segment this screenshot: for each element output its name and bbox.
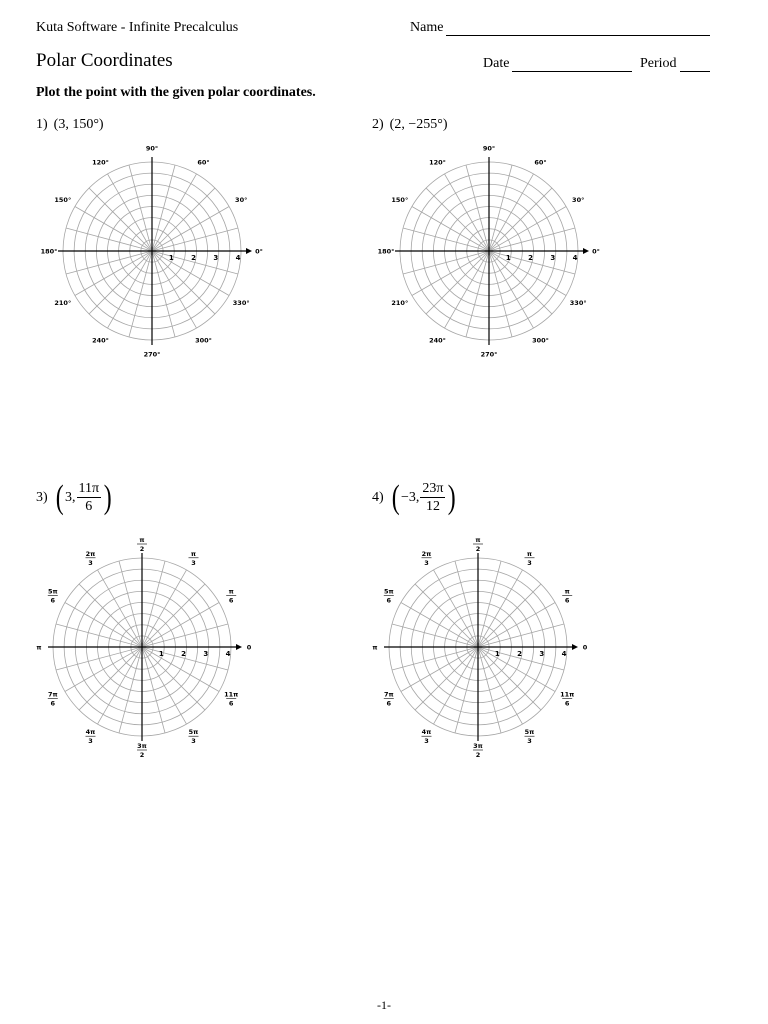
angle-label-numerator: π — [564, 587, 570, 596]
grid-ray — [401, 647, 478, 692]
angle-label-denominator: 3 — [191, 737, 196, 746]
radius-tick-label: 2 — [191, 254, 196, 262]
angle-label: 240° — [429, 336, 446, 345]
angle-label-denominator: 3 — [527, 558, 532, 567]
problem-number: 2) — [372, 117, 384, 132]
radius-tick-label: 3 — [550, 254, 556, 262]
angle-label-numerator: 11π — [224, 690, 239, 699]
grid-ray — [415, 647, 478, 710]
grid-ray — [434, 647, 479, 724]
problem-coordinate: (3, 150°) — [53, 117, 104, 132]
page-number: -1- — [377, 998, 391, 1012]
radius-tick-label: 1 — [158, 650, 164, 658]
grid-ray — [478, 570, 523, 647]
problem-number: 3) — [36, 489, 48, 505]
radius-tick-label: 2 — [528, 254, 533, 262]
angle-label-numerator: 11π — [560, 690, 575, 699]
angle-label-denominator: 6 — [228, 596, 234, 605]
angle-label — [384, 691, 394, 708]
grid-ray — [478, 603, 555, 648]
radius-tick-label: 3 — [213, 254, 219, 262]
radius-tick-label: 4 — [235, 254, 241, 262]
angle-label-numerator: 3π — [473, 742, 483, 750]
instructions: Plot the point with the given polar coordinates. — [36, 85, 316, 100]
date-label: Date — [483, 56, 510, 71]
radius-tick-label: 4 — [561, 650, 567, 658]
angle-label — [560, 691, 574, 708]
angle-label — [525, 728, 535, 745]
radius-tick-label: 1 — [494, 650, 500, 658]
grid-ray — [392, 647, 478, 670]
problem-number: 1) — [36, 117, 48, 132]
grid-ray — [478, 647, 501, 733]
angle-label-denominator: 2 — [139, 751, 145, 759]
angle-label-denominator: 3 — [424, 558, 429, 567]
angle-label: 30° — [572, 196, 585, 204]
angle-label: 120° — [429, 158, 446, 167]
angle-label-numerator: 5π — [188, 728, 199, 737]
angle-label-numerator: π — [36, 643, 42, 652]
angle-label-numerator: 7π — [383, 690, 394, 699]
angle-label-numerator: 7π — [47, 690, 58, 699]
grid-ray — [415, 584, 478, 647]
angle-label: 120° — [92, 158, 109, 167]
angle-label: 0° — [592, 247, 600, 256]
grid-ray — [401, 603, 478, 648]
grid-ray — [392, 624, 478, 647]
angle-label-numerator: 2π — [421, 549, 432, 558]
angle-label-numerator: 4π — [421, 728, 432, 737]
angle-label: 150° — [391, 196, 409, 204]
angle-label-denominator: 3 — [88, 737, 93, 746]
radius-tick-label: 4 — [225, 650, 231, 658]
grid-ray — [455, 647, 478, 733]
angle-label: 60° — [197, 158, 210, 167]
angle-label-denominator: 6 — [564, 596, 570, 605]
problem-coordinate: (2, −255°) — [389, 117, 448, 132]
angle-label-numerator: 5π — [524, 728, 535, 737]
angle-numerator: 11π — [78, 481, 100, 496]
grid-ray — [478, 624, 564, 647]
angle-label-numerator: π — [526, 549, 533, 558]
angle-denominator: 6 — [85, 499, 93, 514]
angle-label-numerator: 5π — [47, 587, 58, 596]
page-title: Polar Coordinates — [36, 50, 173, 71]
angle-label-numerator: 0 — [582, 643, 588, 652]
angle-label-numerator: π — [139, 536, 145, 544]
angle-label: 150° — [54, 196, 72, 204]
problem-number: 4) — [372, 489, 384, 505]
angle-label — [422, 550, 432, 567]
angle-label: 330° — [569, 299, 587, 307]
angle-label: 60° — [534, 158, 547, 167]
angle-label: 180° — [40, 247, 58, 256]
radius-tick-label: 1 — [168, 254, 174, 262]
axis-arrow — [572, 644, 578, 650]
problem-radius: −3, — [401, 489, 420, 505]
angle-label-numerator: π — [190, 549, 197, 558]
problem-4: 4) ( −3, $\frac{23\pi}{12}$ ) — [372, 478, 457, 516]
angle-label: 210° — [54, 299, 72, 307]
angle-label — [525, 550, 535, 567]
angle-label: 270° — [480, 350, 498, 359]
angle-label — [384, 588, 394, 605]
problem-3: 3) ( 3, $\frac{11\pi}{6}$ ) — [36, 478, 112, 516]
grid-ray — [455, 561, 478, 647]
radius-tick-label: 3 — [203, 650, 209, 658]
angle-label-numerator: 3π — [137, 742, 147, 750]
angle-label-denominator: 3 — [191, 558, 196, 567]
angle-label: 210° — [391, 299, 409, 307]
problem-radius: 3, — [65, 489, 76, 505]
grid-ray — [478, 584, 541, 647]
angle-label: 0° — [255, 247, 263, 256]
radius-tick-label: 2 — [181, 650, 186, 658]
radius-tick-label: 4 — [572, 254, 578, 262]
grid-ray — [478, 561, 501, 647]
software-title: Kuta Software - Infinite Precalculus — [36, 20, 239, 35]
angle-label — [473, 742, 483, 759]
angle-label: 90° — [482, 144, 496, 153]
angle-label-denominator: 6 — [564, 699, 570, 708]
angle-label — [422, 728, 432, 745]
grid-ray — [434, 570, 479, 647]
angle-label-denominator: 6 — [50, 596, 56, 605]
angle-label: 240° — [92, 336, 109, 345]
grid-ray — [478, 647, 523, 724]
angle-label-numerator: π — [228, 587, 234, 596]
angle-label-denominator: 6 — [386, 699, 392, 708]
angle-label — [562, 588, 572, 605]
angle-label-numerator: 5π — [383, 587, 394, 596]
radius-tick-label: 2 — [517, 650, 522, 658]
angle-label-numerator: π — [372, 643, 378, 652]
angle-label — [372, 644, 377, 652]
radius-tick-label: 1 — [505, 254, 511, 262]
angle-label: 330° — [232, 299, 250, 307]
angle-label-denominator: 2 — [475, 545, 481, 553]
name-label: Name — [410, 20, 444, 35]
angle-label — [583, 644, 588, 652]
radius-tick-label: 3 — [539, 650, 545, 658]
angle-denominator: 12 — [425, 499, 440, 514]
angle-label: 300° — [195, 336, 212, 345]
angle-label-denominator: 2 — [139, 545, 145, 553]
angle-label-denominator: 6 — [50, 699, 56, 708]
angle-label: 90° — [145, 144, 159, 153]
period-label: Period — [640, 56, 677, 71]
angle-label-numerator: 4π — [85, 728, 96, 737]
angle-label: 300° — [532, 336, 549, 345]
angle-label-denominator: 6 — [228, 699, 234, 708]
angle-label — [473, 536, 483, 553]
angle-label-numerator: π — [475, 536, 481, 544]
angle-label-denominator: 3 — [88, 558, 93, 567]
angle-label-numerator: 0 — [246, 643, 252, 652]
angle-label: 30° — [235, 196, 248, 204]
angle-label-numerator: 2π — [85, 549, 96, 558]
grid-ray — [478, 647, 541, 710]
angle-numerator: 23π — [422, 481, 444, 496]
angle-label: 270° — [143, 350, 161, 359]
angle-label: 180° — [377, 247, 395, 256]
angle-label-denominator: 6 — [386, 596, 392, 605]
angle-label-denominator: 3 — [424, 737, 429, 746]
angle-label-denominator: 2 — [475, 751, 481, 759]
angle-label-denominator: 3 — [527, 737, 532, 746]
